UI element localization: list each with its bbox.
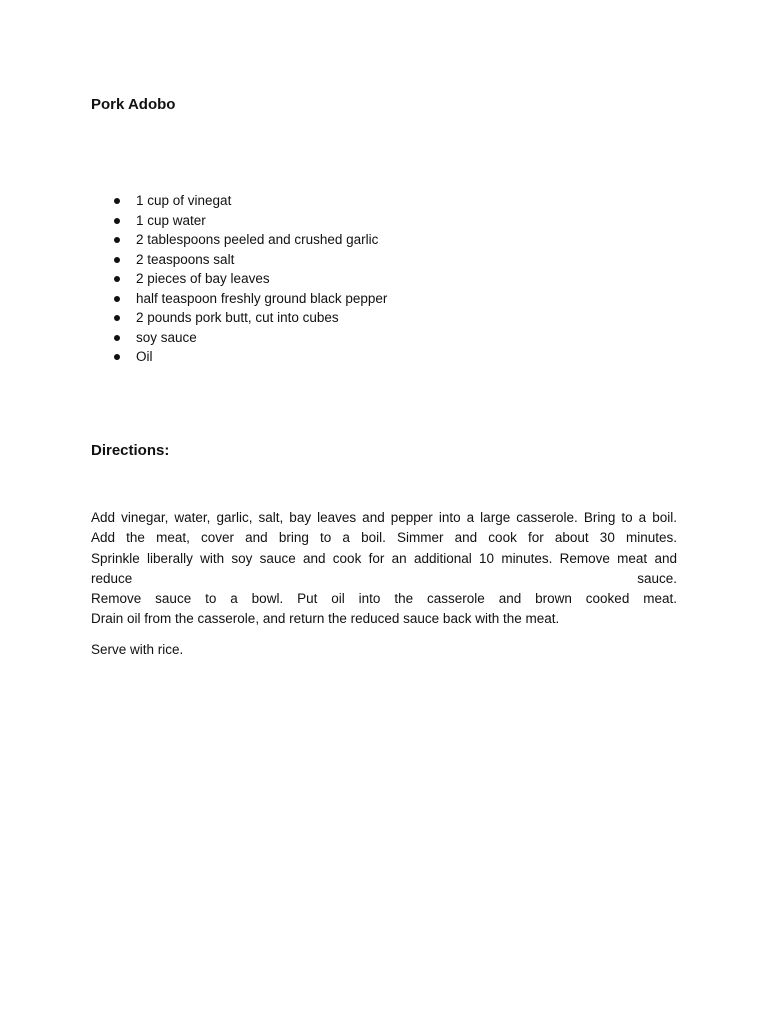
ingredient-item: 2 pieces of bay leaves bbox=[91, 269, 387, 289]
directions-line: Add vinegar, water, garlic, salt, bay leaves and pepper into a large casserole. Bring to a boil. bbox=[91, 510, 677, 525]
ingredient-item: 1 cup water bbox=[91, 211, 387, 231]
ingredient-item: soy sauce bbox=[91, 328, 387, 348]
directions-line: Drain oil from the casserole, and return the reduced sauce back with the meat. bbox=[91, 611, 560, 627]
ingredient-item: 2 pounds pork butt, cut into cubes bbox=[91, 308, 387, 328]
ingredient-item: 1 cup of vinegat bbox=[91, 191, 387, 211]
directions-line: Add the meat, cover and bring to a boil. Simmer and cook for about 30 minutes. bbox=[91, 530, 677, 546]
ingredient-item: Oil bbox=[91, 347, 387, 367]
recipe-title: Pork Adobo bbox=[91, 96, 176, 113]
ingredient-item: 2 tablespoons peeled and crushed garlic bbox=[91, 230, 387, 250]
serve-note: Serve with rice. bbox=[91, 642, 184, 657]
directions-line: Sprinkle liberally with soy sauce and cook for an additional 10 minutes. Remove meat and bbox=[91, 550, 677, 566]
directions-line: Remove sauce to a bowl. Put oil into the casserole and brown cooked meat. bbox=[91, 591, 677, 607]
ingredient-item: 2 teaspoons salt bbox=[91, 250, 387, 270]
ingredient-list bbox=[91, 191, 387, 367]
directions-line: reduce sauce. bbox=[91, 570, 677, 586]
directions-paragraph bbox=[91, 508, 677, 630]
ingredient-item: half teaspoon freshly ground black pepper bbox=[91, 289, 387, 309]
directions-heading: Directions: bbox=[91, 442, 170, 459]
